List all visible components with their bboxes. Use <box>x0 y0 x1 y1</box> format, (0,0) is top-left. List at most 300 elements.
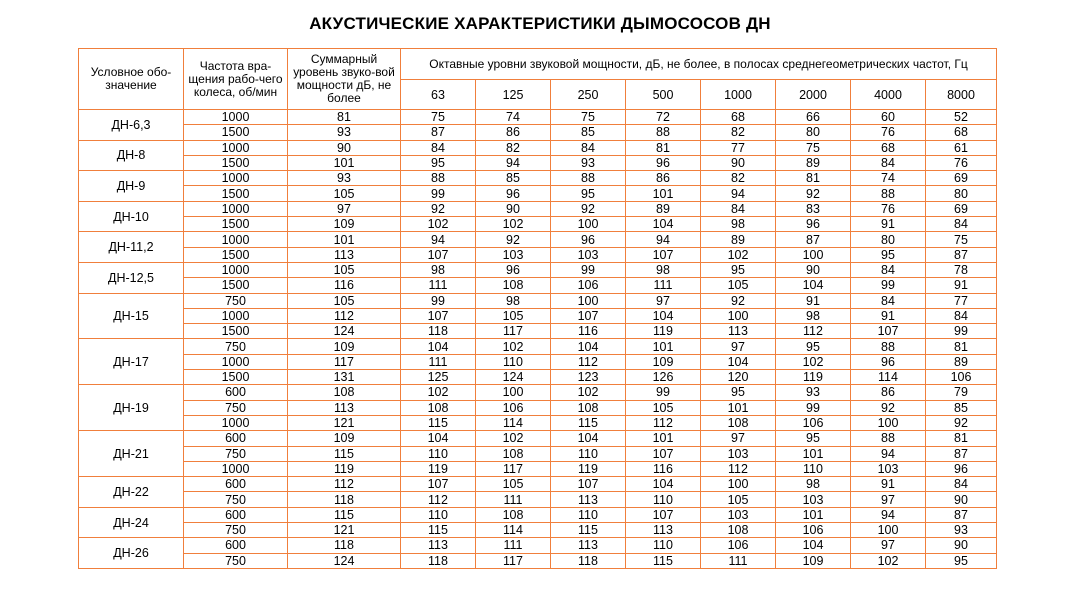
octave-level-cell: 98 <box>701 217 776 232</box>
octave-level-cell: 85 <box>551 125 626 140</box>
table-row <box>79 446 997 461</box>
table-row <box>79 354 997 369</box>
octave-level-cell: 75 <box>776 140 851 155</box>
octave-level-cell: 84 <box>851 262 926 277</box>
rpm-cell: 750 <box>184 400 288 415</box>
octave-level-cell: 115 <box>401 415 476 430</box>
octave-level-cell: 108 <box>401 400 476 415</box>
octave-level-cell: 110 <box>551 507 626 522</box>
octave-level-cell: 84 <box>926 217 997 232</box>
octave-level-cell: 91 <box>776 293 851 308</box>
octave-level-cell: 87 <box>926 446 997 461</box>
octave-level-cell: 61 <box>926 140 997 155</box>
octave-level-cell: 107 <box>551 308 626 323</box>
table-row <box>79 339 997 354</box>
octave-level-cell: 98 <box>476 293 551 308</box>
total-level-cell: 113 <box>288 247 401 262</box>
table-row <box>79 400 997 415</box>
total-level-cell: 118 <box>288 538 401 553</box>
octave-level-cell: 94 <box>476 155 551 170</box>
model-cell: ДН-10 <box>79 201 184 232</box>
octave-level-cell: 108 <box>476 446 551 461</box>
octave-level-cell: 99 <box>626 385 701 400</box>
octave-level-cell: 91 <box>851 308 926 323</box>
table-row <box>79 110 997 125</box>
octave-level-cell: 99 <box>851 278 926 293</box>
octave-level-cell: 72 <box>626 110 701 125</box>
octave-level-cell: 104 <box>401 431 476 446</box>
model-cell: ДН-9 <box>79 171 184 202</box>
octave-level-cell: 97 <box>626 293 701 308</box>
octave-level-cell: 95 <box>776 339 851 354</box>
octave-level-cell: 75 <box>926 232 997 247</box>
rpm-cell: 750 <box>184 446 288 461</box>
octave-level-cell: 83 <box>776 201 851 216</box>
octave-level-cell: 104 <box>551 431 626 446</box>
octave-level-cell: 102 <box>851 553 926 568</box>
octave-level-cell: 108 <box>476 507 551 522</box>
header-freq: 250 <box>551 80 626 110</box>
model-cell: ДН-15 <box>79 293 184 339</box>
octave-level-cell: 106 <box>776 415 851 430</box>
octave-level-cell: 98 <box>776 477 851 492</box>
octave-level-cell: 101 <box>626 186 701 201</box>
rpm-cell: 1500 <box>184 370 288 385</box>
table-row <box>79 538 997 553</box>
total-level-cell: 117 <box>288 354 401 369</box>
octave-level-cell: 68 <box>701 110 776 125</box>
octave-level-cell: 97 <box>701 431 776 446</box>
octave-level-cell: 109 <box>776 553 851 568</box>
octave-level-cell: 80 <box>851 232 926 247</box>
rpm-cell: 1500 <box>184 155 288 170</box>
octave-level-cell: 96 <box>926 461 997 476</box>
total-level-cell: 97 <box>288 201 401 216</box>
octave-level-cell: 90 <box>476 201 551 216</box>
octave-level-cell: 99 <box>401 293 476 308</box>
octave-level-cell: 75 <box>401 110 476 125</box>
octave-level-cell: 106 <box>701 538 776 553</box>
octave-level-cell: 119 <box>626 324 701 339</box>
octave-level-cell: 102 <box>701 247 776 262</box>
octave-level-cell: 66 <box>776 110 851 125</box>
octave-level-cell: 84 <box>851 155 926 170</box>
table-row <box>79 232 997 247</box>
octave-level-cell: 111 <box>401 278 476 293</box>
octave-level-cell: 90 <box>776 262 851 277</box>
octave-level-cell: 117 <box>476 324 551 339</box>
header-freq: 500 <box>626 80 701 110</box>
octave-level-cell: 82 <box>476 140 551 155</box>
octave-level-cell: 119 <box>401 461 476 476</box>
octave-level-cell: 100 <box>701 477 776 492</box>
total-level-cell: 93 <box>288 125 401 140</box>
total-level-cell: 116 <box>288 278 401 293</box>
total-level-cell: 112 <box>288 308 401 323</box>
model-cell: ДН-24 <box>79 507 184 538</box>
rpm-cell: 1500 <box>184 186 288 201</box>
total-level-cell: 124 <box>288 553 401 568</box>
rpm-cell: 1500 <box>184 125 288 140</box>
octave-level-cell: 101 <box>626 339 701 354</box>
octave-level-cell: 114 <box>851 370 926 385</box>
table-row <box>79 431 997 446</box>
total-level-cell: 131 <box>288 370 401 385</box>
octave-level-cell: 89 <box>626 201 701 216</box>
octave-level-cell: 81 <box>626 140 701 155</box>
octave-level-cell: 117 <box>476 461 551 476</box>
octave-level-cell: 107 <box>851 324 926 339</box>
octave-level-cell: 95 <box>926 553 997 568</box>
octave-level-cell: 75 <box>551 110 626 125</box>
rpm-cell: 750 <box>184 339 288 354</box>
octave-level-cell: 96 <box>551 232 626 247</box>
octave-level-cell: 80 <box>926 186 997 201</box>
rpm-cell: 1000 <box>184 262 288 277</box>
octave-level-cell: 111 <box>476 538 551 553</box>
octave-level-cell: 113 <box>551 538 626 553</box>
octave-level-cell: 82 <box>701 125 776 140</box>
octave-level-cell: 99 <box>401 186 476 201</box>
octave-level-cell: 78 <box>926 262 997 277</box>
octave-level-cell: 103 <box>851 461 926 476</box>
table-row <box>79 415 997 430</box>
octave-level-cell: 92 <box>851 400 926 415</box>
table-row <box>79 186 997 201</box>
octave-level-cell: 89 <box>701 232 776 247</box>
model-cell: ДН-19 <box>79 385 184 431</box>
octave-level-cell: 87 <box>926 507 997 522</box>
octave-level-cell: 104 <box>776 538 851 553</box>
octave-level-cell: 96 <box>626 155 701 170</box>
octave-level-cell: 104 <box>626 217 701 232</box>
octave-level-cell: 95 <box>851 247 926 262</box>
octave-level-cell: 111 <box>701 553 776 568</box>
octave-level-cell: 102 <box>401 385 476 400</box>
octave-level-cell: 110 <box>476 354 551 369</box>
page-title: АКУСТИЧЕСКИЕ ХАРАКТЕРИСТИКИ ДЫМОСОСОВ ДН <box>309 14 771 33</box>
octave-level-cell: 93 <box>926 523 997 538</box>
octave-level-cell: 92 <box>926 415 997 430</box>
model-cell: ДН-22 <box>79 477 184 508</box>
octave-level-cell: 103 <box>701 507 776 522</box>
table-row <box>79 217 997 232</box>
octave-level-cell: 105 <box>626 400 701 415</box>
octave-level-cell: 95 <box>701 262 776 277</box>
octave-level-cell: 87 <box>926 247 997 262</box>
octave-level-cell: 74 <box>476 110 551 125</box>
octave-level-cell: 90 <box>701 155 776 170</box>
total-level-cell: 113 <box>288 400 401 415</box>
octave-level-cell: 111 <box>476 492 551 507</box>
octave-level-cell: 105 <box>701 278 776 293</box>
octave-level-cell: 104 <box>626 308 701 323</box>
octave-level-cell: 93 <box>776 385 851 400</box>
octave-level-cell: 105 <box>701 492 776 507</box>
table-row <box>79 155 997 170</box>
octave-level-cell: 88 <box>401 171 476 186</box>
table-row <box>79 507 997 522</box>
octave-level-cell: 104 <box>776 278 851 293</box>
octave-level-cell: 88 <box>851 186 926 201</box>
octave-level-cell: 92 <box>551 201 626 216</box>
octave-level-cell: 103 <box>701 446 776 461</box>
octave-level-cell: 77 <box>701 140 776 155</box>
octave-level-cell: 111 <box>401 354 476 369</box>
octave-level-cell: 86 <box>851 385 926 400</box>
total-level-cell: 109 <box>288 431 401 446</box>
octave-level-cell: 77 <box>926 293 997 308</box>
total-level-cell: 109 <box>288 217 401 232</box>
octave-level-cell: 124 <box>476 370 551 385</box>
total-level-cell: 121 <box>288 415 401 430</box>
octave-level-cell: 110 <box>401 507 476 522</box>
total-level-cell: 115 <box>288 507 401 522</box>
octave-level-cell: 92 <box>701 293 776 308</box>
octave-level-cell: 93 <box>551 155 626 170</box>
octave-level-cell: 107 <box>401 477 476 492</box>
octave-level-cell: 110 <box>626 538 701 553</box>
octave-level-cell: 86 <box>476 125 551 140</box>
octave-level-cell: 99 <box>776 400 851 415</box>
octave-level-cell: 102 <box>476 217 551 232</box>
octave-level-cell: 103 <box>551 247 626 262</box>
octave-level-cell: 118 <box>401 553 476 568</box>
octave-level-cell: 126 <box>626 370 701 385</box>
octave-level-cell: 101 <box>701 400 776 415</box>
table-row <box>79 125 997 140</box>
table-row <box>79 523 997 538</box>
rpm-cell: 1000 <box>184 232 288 247</box>
octave-level-cell: 102 <box>776 354 851 369</box>
rpm-cell: 1000 <box>184 461 288 476</box>
octave-level-cell: 82 <box>701 171 776 186</box>
rpm-cell: 600 <box>184 385 288 400</box>
octave-level-cell: 92 <box>476 232 551 247</box>
octave-level-cell: 109 <box>626 354 701 369</box>
acoustic-table <box>78 48 997 569</box>
octave-level-cell: 103 <box>476 247 551 262</box>
header-rpm: Частота вра-щения рабо-чего колеса, об/мин <box>184 49 288 110</box>
total-level-cell: 119 <box>288 461 401 476</box>
total-level-cell: 118 <box>288 492 401 507</box>
octave-level-cell: 98 <box>626 262 701 277</box>
octave-level-cell: 112 <box>626 415 701 430</box>
octave-level-cell: 107 <box>551 477 626 492</box>
octave-level-cell: 104 <box>701 354 776 369</box>
octave-level-cell: 68 <box>926 125 997 140</box>
rpm-cell: 750 <box>184 293 288 308</box>
octave-level-cell: 101 <box>776 507 851 522</box>
table-row <box>79 293 997 308</box>
total-level-cell: 105 <box>288 262 401 277</box>
octave-level-cell: 119 <box>776 370 851 385</box>
octave-level-cell: 110 <box>626 492 701 507</box>
octave-level-cell: 94 <box>851 507 926 522</box>
model-cell: ДН-21 <box>79 431 184 477</box>
total-level-cell: 105 <box>288 186 401 201</box>
model-cell: ДН-12,5 <box>79 262 184 293</box>
octave-level-cell: 95 <box>776 431 851 446</box>
octave-level-cell: 95 <box>401 155 476 170</box>
model-cell: ДН-8 <box>79 140 184 171</box>
rpm-cell: 1000 <box>184 171 288 186</box>
octave-level-cell: 100 <box>851 523 926 538</box>
octave-level-cell: 88 <box>626 125 701 140</box>
octave-level-cell: 95 <box>701 385 776 400</box>
octave-level-cell: 107 <box>401 308 476 323</box>
octave-level-cell: 86 <box>626 171 701 186</box>
rpm-cell: 1500 <box>184 324 288 339</box>
octave-level-cell: 88 <box>851 339 926 354</box>
octave-level-cell: 100 <box>551 217 626 232</box>
octave-level-cell: 112 <box>551 354 626 369</box>
octave-level-cell: 104 <box>551 339 626 354</box>
octave-level-cell: 81 <box>926 431 997 446</box>
total-level-cell: 93 <box>288 171 401 186</box>
rpm-cell: 750 <box>184 553 288 568</box>
octave-level-cell: 91 <box>851 477 926 492</box>
octave-level-cell: 102 <box>401 217 476 232</box>
octave-level-cell: 90 <box>926 538 997 553</box>
octave-level-cell: 84 <box>401 140 476 155</box>
octave-level-cell: 112 <box>776 324 851 339</box>
octave-level-cell: 88 <box>851 431 926 446</box>
octave-level-cell: 60 <box>851 110 926 125</box>
octave-level-cell: 91 <box>926 278 997 293</box>
table-row <box>79 201 997 216</box>
octave-level-cell: 116 <box>626 461 701 476</box>
rpm-cell: 1000 <box>184 415 288 430</box>
octave-level-cell: 102 <box>476 339 551 354</box>
rpm-cell: 750 <box>184 492 288 507</box>
octave-level-cell: 84 <box>551 140 626 155</box>
octave-level-cell: 106 <box>476 400 551 415</box>
octave-level-cell: 108 <box>701 415 776 430</box>
octave-level-cell: 96 <box>476 186 551 201</box>
octave-level-cell: 52 <box>926 110 997 125</box>
total-level-cell: 81 <box>288 110 401 125</box>
octave-level-cell: 108 <box>551 400 626 415</box>
total-level-cell: 112 <box>288 477 401 492</box>
table-row <box>79 385 997 400</box>
octave-level-cell: 81 <box>776 171 851 186</box>
model-cell: ДН-6,3 <box>79 110 184 141</box>
octave-level-cell: 106 <box>776 523 851 538</box>
octave-level-cell: 115 <box>551 415 626 430</box>
table-row <box>79 278 997 293</box>
model-cell: ДН-11,2 <box>79 232 184 263</box>
octave-level-cell: 113 <box>401 538 476 553</box>
octave-level-cell: 100 <box>776 247 851 262</box>
table-row <box>79 477 997 492</box>
rpm-cell: 750 <box>184 523 288 538</box>
octave-level-cell: 115 <box>551 523 626 538</box>
total-level-cell: 109 <box>288 339 401 354</box>
octave-level-cell: 112 <box>701 461 776 476</box>
octave-level-cell: 114 <box>476 523 551 538</box>
table-row <box>79 262 997 277</box>
octave-level-cell: 110 <box>551 446 626 461</box>
octave-level-cell: 110 <box>401 446 476 461</box>
octave-level-cell: 97 <box>701 339 776 354</box>
octave-level-cell: 80 <box>776 125 851 140</box>
model-cell: ДН-17 <box>79 339 184 385</box>
total-level-cell: 90 <box>288 140 401 155</box>
header-freq: 1000 <box>701 80 776 110</box>
total-level-cell: 121 <box>288 523 401 538</box>
total-level-cell: 108 <box>288 385 401 400</box>
rpm-cell: 1500 <box>184 278 288 293</box>
octave-level-cell: 113 <box>701 324 776 339</box>
octave-level-cell: 84 <box>926 477 997 492</box>
octave-level-cell: 120 <box>701 370 776 385</box>
octave-level-cell: 118 <box>551 553 626 568</box>
rpm-cell: 1500 <box>184 217 288 232</box>
rpm-cell: 1000 <box>184 110 288 125</box>
total-level-cell: 115 <box>288 446 401 461</box>
rpm-cell: 600 <box>184 507 288 522</box>
octave-level-cell: 92 <box>776 186 851 201</box>
octave-level-cell: 118 <box>401 324 476 339</box>
octave-level-cell: 98 <box>776 308 851 323</box>
octave-level-cell: 97 <box>851 538 926 553</box>
octave-level-cell: 100 <box>701 308 776 323</box>
table-row <box>79 461 997 476</box>
octave-level-cell: 96 <box>851 354 926 369</box>
total-level-cell: 105 <box>288 293 401 308</box>
octave-level-cell: 96 <box>776 217 851 232</box>
octave-level-cell: 97 <box>851 492 926 507</box>
octave-level-cell: 69 <box>926 171 997 186</box>
rpm-cell: 1000 <box>184 308 288 323</box>
octave-level-cell: 107 <box>401 247 476 262</box>
rpm-cell: 600 <box>184 431 288 446</box>
octave-level-cell: 104 <box>626 477 701 492</box>
octave-level-cell: 99 <box>926 324 997 339</box>
octave-level-cell: 105 <box>476 477 551 492</box>
header-freq: 8000 <box>926 80 997 110</box>
octave-level-cell: 88 <box>551 171 626 186</box>
octave-level-cell: 100 <box>476 385 551 400</box>
octave-level-cell: 103 <box>776 492 851 507</box>
octave-level-cell: 102 <box>551 385 626 400</box>
octave-level-cell: 107 <box>626 247 701 262</box>
octave-level-cell: 85 <box>926 400 997 415</box>
header-total: Суммарный уровень звуко-вой мощности дБ, не более <box>288 49 401 110</box>
octave-level-cell: 113 <box>551 492 626 507</box>
header-freq: 63 <box>401 80 476 110</box>
octave-level-cell: 108 <box>701 523 776 538</box>
header-freq: 125 <box>476 80 551 110</box>
octave-level-cell: 107 <box>626 446 701 461</box>
table-row <box>79 370 997 385</box>
octave-level-cell: 125 <box>401 370 476 385</box>
octave-level-cell: 94 <box>701 186 776 201</box>
table-row <box>79 553 997 568</box>
rpm-cell: 1500 <box>184 247 288 262</box>
octave-level-cell: 123 <box>551 370 626 385</box>
header-freq: 2000 <box>776 80 851 110</box>
table-row <box>79 171 997 186</box>
octave-level-cell: 89 <box>926 354 997 369</box>
total-level-cell: 101 <box>288 155 401 170</box>
octave-level-cell: 90 <box>926 492 997 507</box>
octave-level-cell: 87 <box>401 125 476 140</box>
octave-level-cell: 98 <box>401 262 476 277</box>
octave-level-cell: 84 <box>701 201 776 216</box>
header-freq: 4000 <box>851 80 926 110</box>
